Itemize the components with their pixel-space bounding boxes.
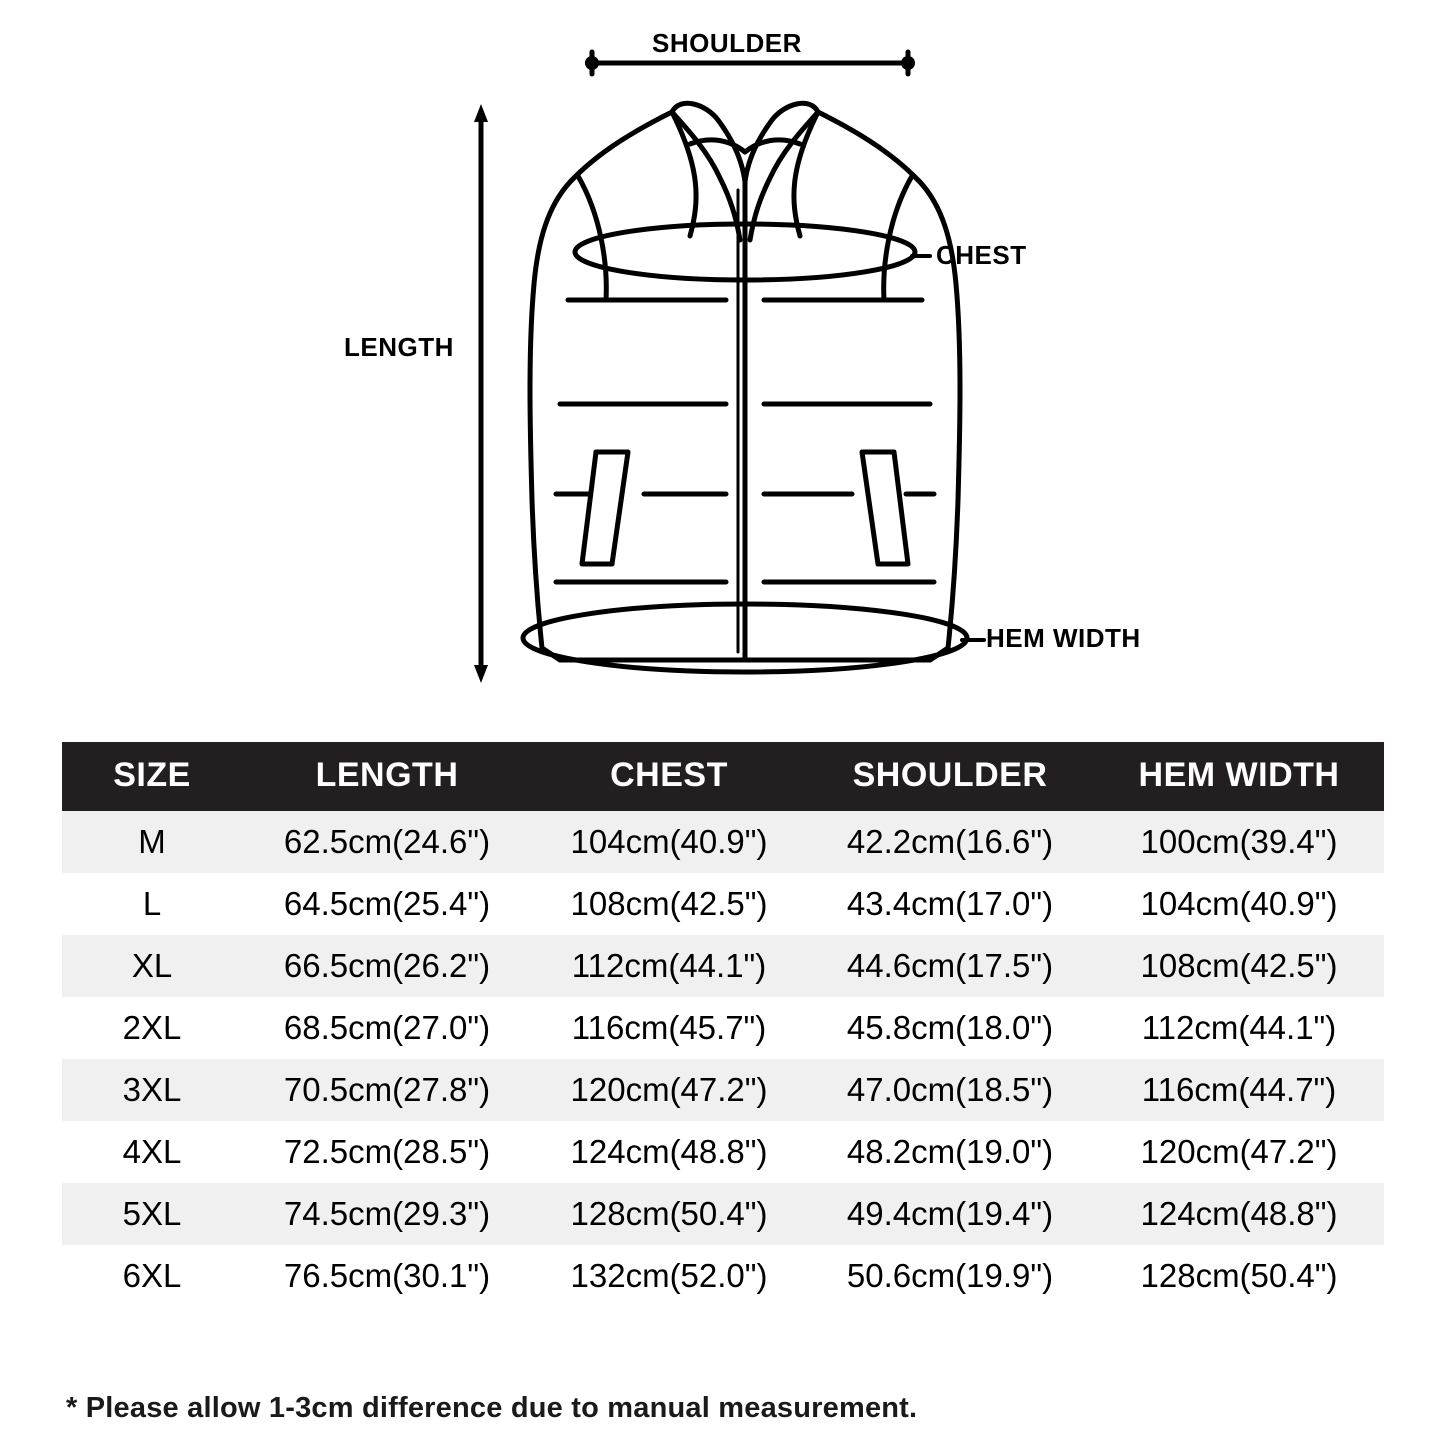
- vest-left-front-seam: [672, 112, 696, 236]
- cell-chest: 132cm(52.0"): [532, 1245, 806, 1307]
- table-header-row: [62, 742, 1384, 811]
- label-chest: CHEST: [936, 240, 1027, 270]
- cell-hem: 104cm(40.9"): [1094, 873, 1384, 935]
- cell-length: 62.5cm(24.6"): [242, 811, 532, 873]
- cell-size: 5XL: [62, 1183, 242, 1245]
- vest-illustration: [0, 0, 1445, 715]
- cell-size: M: [62, 811, 242, 873]
- cell-hem: 100cm(39.4"): [1094, 811, 1384, 873]
- cell-hem: 112cm(44.1"): [1094, 997, 1384, 1059]
- cell-size: 6XL: [62, 1245, 242, 1307]
- cell-shoulder: 50.6cm(19.9"): [806, 1245, 1094, 1307]
- cell-chest: 120cm(47.2"): [532, 1059, 806, 1121]
- pocket-left: [582, 452, 628, 564]
- cell-shoulder: 47.0cm(18.5"): [806, 1059, 1094, 1121]
- cell-chest: 112cm(44.1"): [532, 935, 806, 997]
- cell-chest: 124cm(48.8"): [532, 1121, 806, 1183]
- cell-length: 76.5cm(30.1"): [242, 1245, 532, 1307]
- cell-shoulder: 48.2cm(19.0"): [806, 1121, 1094, 1183]
- size-chart-table-wrapper: [62, 742, 1384, 1307]
- label-shoulder: SHOULDER: [652, 28, 802, 58]
- table-row: [62, 811, 1384, 873]
- size-diagram: [0, 0, 1445, 715]
- header-chest: CHEST: [532, 742, 806, 811]
- cell-shoulder: 42.2cm(16.6"): [806, 811, 1094, 873]
- cell-chest: 128cm(50.4"): [532, 1183, 806, 1245]
- measurement-note: * Please allow 1-3cm difference due to manual measurement.: [66, 1392, 918, 1424]
- length-arrow-top: [474, 104, 488, 122]
- table-row: [62, 935, 1384, 997]
- size-chart-table: [62, 742, 1384, 1307]
- cell-chest: 108cm(42.5"): [532, 873, 806, 935]
- header-hem: HEM WIDTH: [1094, 742, 1384, 811]
- cell-size: 3XL: [62, 1059, 242, 1121]
- cell-length: 70.5cm(27.8"): [242, 1059, 532, 1121]
- cell-shoulder: 45.8cm(18.0"): [806, 997, 1094, 1059]
- cell-length: 68.5cm(27.0"): [242, 997, 532, 1059]
- cell-chest: 104cm(40.9"): [532, 811, 806, 873]
- pocket-right: [862, 452, 908, 564]
- cell-size: XL: [62, 935, 242, 997]
- cell-shoulder: 49.4cm(19.4"): [806, 1183, 1094, 1245]
- header-size: SIZE: [62, 742, 242, 811]
- label-hem-width: HEM WIDTH: [986, 623, 1141, 653]
- cell-chest: 116cm(45.7"): [532, 997, 806, 1059]
- cell-length: 64.5cm(25.4"): [242, 873, 532, 935]
- cell-hem: 128cm(50.4"): [1094, 1245, 1384, 1307]
- cell-size: L: [62, 873, 242, 935]
- vest-right-front-seam: [794, 112, 818, 236]
- table-row: [62, 1121, 1384, 1183]
- cell-length: 74.5cm(29.3"): [242, 1183, 532, 1245]
- table-row: [62, 1183, 1384, 1245]
- cell-shoulder: 43.4cm(17.0"): [806, 873, 1094, 935]
- table-row: [62, 873, 1384, 935]
- cell-hem: 120cm(47.2"): [1094, 1121, 1384, 1183]
- length-arrow-bottom: [474, 665, 488, 683]
- table-row: [62, 1245, 1384, 1307]
- header-shoulder: SHOULDER: [806, 742, 1094, 811]
- cell-hem: 116cm(44.7"): [1094, 1059, 1384, 1121]
- cell-length: 72.5cm(28.5"): [242, 1121, 532, 1183]
- cell-size: 4XL: [62, 1121, 242, 1183]
- cell-hem: 108cm(42.5"): [1094, 935, 1384, 997]
- table-row: [62, 1059, 1384, 1121]
- cell-hem: 124cm(48.8"): [1094, 1183, 1384, 1245]
- header-length: LENGTH: [242, 742, 532, 811]
- label-length: LENGTH: [344, 332, 454, 362]
- cell-shoulder: 44.6cm(17.5"): [806, 935, 1094, 997]
- cell-length: 66.5cm(26.2"): [242, 935, 532, 997]
- table-row: [62, 997, 1384, 1059]
- cell-size: 2XL: [62, 997, 242, 1059]
